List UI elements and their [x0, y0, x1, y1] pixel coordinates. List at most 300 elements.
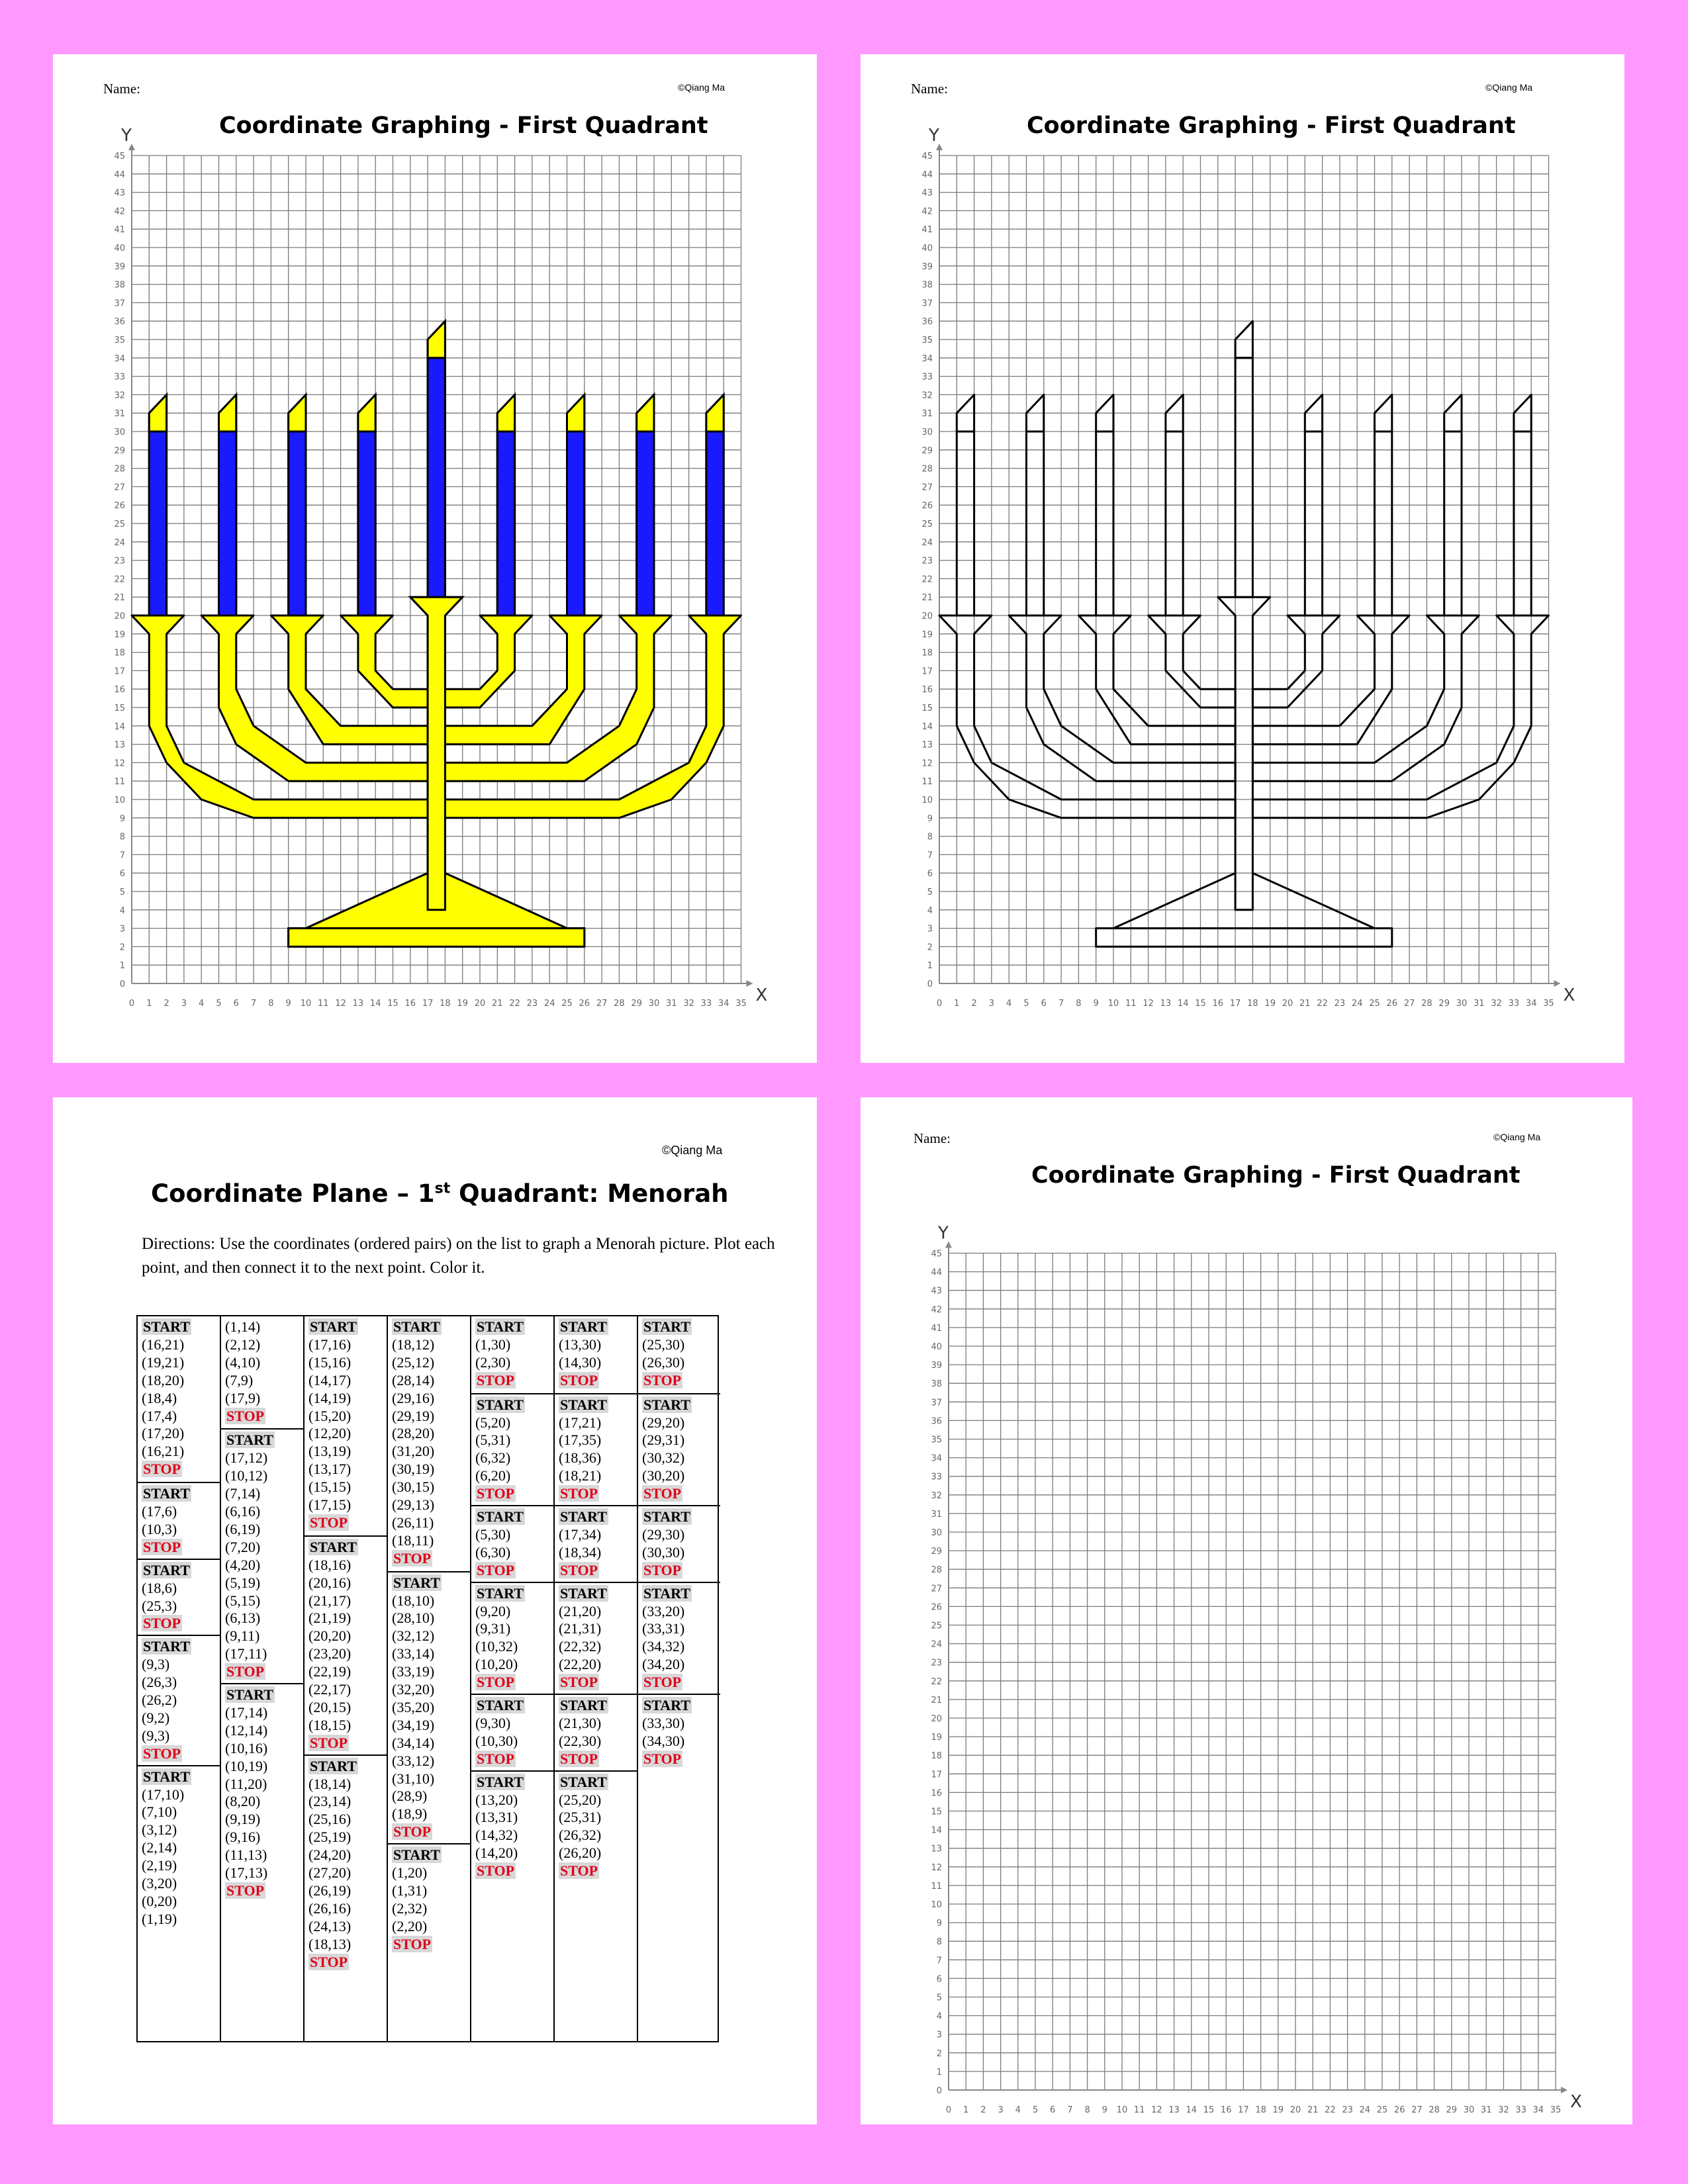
x-tick-label: 29	[631, 999, 642, 1009]
ordered-pair: (10,30)	[475, 1732, 518, 1749]
coordinate-block	[221, 1683, 303, 1900]
ordered-pair: (21,19)	[308, 1610, 352, 1627]
ordered-pair: (25,12)	[392, 1353, 435, 1371]
coordinate-column	[221, 1316, 305, 2041]
flame	[567, 394, 585, 432]
ordered-pair: (6,13)	[225, 1610, 261, 1627]
y-tick-label: 17	[114, 666, 125, 677]
y-tick-label: 0	[936, 2086, 942, 2096]
ordered-pair: (33,31)	[642, 1620, 685, 1637]
x-tick-label: 16	[1212, 999, 1224, 1009]
y-tick-label: 10	[921, 796, 933, 805]
x-tick-label: 31	[666, 999, 677, 1009]
candle	[149, 432, 166, 615]
start-marker: START	[226, 1686, 273, 1703]
y-tick-label: 23	[931, 1658, 942, 1668]
y-tick-label: 1	[927, 961, 933, 972]
y-axis-label: Y	[938, 1223, 949, 1244]
start-marker: START	[643, 1697, 690, 1713]
menorah-shape	[445, 615, 532, 707]
ordered-pair: (33,30)	[642, 1714, 685, 1731]
stop-marker: STOP	[560, 1674, 598, 1691]
ordered-pair: (18,34)	[559, 1543, 602, 1561]
y-tick-label: 26	[921, 501, 933, 512]
x-tick-label: 10	[300, 999, 312, 1009]
ordered-pair: (9,16)	[225, 1829, 261, 1846]
ordered-pair: (10,32)	[475, 1638, 518, 1655]
y-tick-label: 11	[114, 777, 125, 788]
ordered-pair: (18,6)	[142, 1579, 177, 1596]
copyright: ©Qiang Ma	[1493, 1132, 1541, 1142]
y-tick-label: 32	[114, 390, 125, 401]
x-tick-label: 35	[1543, 999, 1554, 1009]
ordered-pair: (1,31)	[392, 1882, 428, 1899]
ordered-pair: (34,32)	[642, 1638, 685, 1655]
ordered-pair: (9,3)	[142, 1727, 170, 1744]
y-axis-label: Y	[121, 126, 132, 146]
ordered-pair: (29,16)	[392, 1389, 435, 1406]
y-tick-label: 7	[927, 850, 933, 861]
ordered-pair: (9,3)	[142, 1656, 170, 1673]
x-tick-label: 14	[1186, 2105, 1197, 2115]
ordered-pair: (18,16)	[308, 1556, 352, 1573]
start-marker: START	[477, 1508, 524, 1525]
ordered-pair: (7,14)	[225, 1485, 261, 1502]
coordinate-graph	[53, 54, 817, 1063]
ordered-pair: (2,12)	[225, 1336, 261, 1353]
ordered-pair: (18,11)	[392, 1531, 434, 1549]
ordered-pair: (13,19)	[308, 1443, 352, 1460]
y-tick-label: 4	[119, 905, 125, 916]
x-tick-label: 30	[1456, 999, 1468, 1009]
y-tick-label: 33	[931, 1472, 942, 1482]
x-tick-label: 30	[648, 999, 660, 1009]
y-tick-label: 41	[921, 225, 933, 236]
ordered-pair: (20,15)	[308, 1698, 352, 1715]
y-tick-label: 27	[114, 482, 125, 493]
stop-marker: STOP	[310, 1734, 348, 1751]
y-tick-label: 36	[921, 317, 933, 328]
coordinate-block	[138, 1635, 220, 1762]
flame	[149, 394, 166, 432]
ordered-pair: (33,12)	[392, 1752, 435, 1769]
start-marker: START	[226, 1432, 273, 1449]
x-tick-label: 6	[1041, 999, 1047, 1009]
x-tick-label: 32	[1491, 999, 1502, 1009]
stop-marker: STOP	[477, 1862, 515, 1880]
x-tick-label: 34	[1532, 2105, 1544, 2115]
ordered-pair: (33,14)	[392, 1645, 435, 1662]
y-tick-label: 5	[936, 1993, 942, 2003]
ordered-pair: (5,20)	[475, 1414, 511, 1431]
y-tick-label: 6	[927, 869, 933, 880]
start-marker: START	[477, 1318, 524, 1335]
y-tick-label: 45	[921, 152, 933, 161]
x-tick-label: 1	[146, 999, 152, 1009]
coordinate-graph	[861, 1097, 1632, 2124]
ordered-pair: (31,10)	[392, 1770, 435, 1787]
x-tick-label: 15	[1203, 2105, 1215, 2115]
y-tick-label: 15	[114, 704, 125, 713]
x-tick-label: 9	[1093, 999, 1099, 1009]
start-marker: START	[393, 1846, 440, 1864]
ordered-pair: (2,20)	[392, 1917, 428, 1934]
start-marker: START	[143, 1561, 190, 1578]
y-tick-label: 13	[921, 740, 933, 751]
start-marker: START	[560, 1396, 607, 1413]
y-tick-label: 43	[921, 188, 933, 199]
name-label: Name:	[911, 81, 948, 97]
name-label: Name:	[103, 81, 140, 97]
ordered-pair: (22,30)	[559, 1732, 602, 1749]
x-tick-label: 5	[1023, 999, 1029, 1009]
y-tick-label: 30	[931, 1528, 942, 1538]
y-tick-label: 34	[114, 353, 125, 364]
page-title: Coordinate Graphing - First Quadrant	[1027, 113, 1516, 139]
start-marker: START	[643, 1318, 690, 1335]
coordinate-block	[138, 1482, 220, 1557]
start-marker: START	[477, 1396, 524, 1413]
x-tick-label: 11	[1125, 999, 1137, 1009]
y-tick-label: 12	[921, 758, 933, 769]
x-tick-label: 28	[1429, 2105, 1440, 2115]
y-tick-label: 41	[931, 1323, 942, 1334]
stop-marker: STOP	[560, 1561, 598, 1578]
x-tick-label: 22	[1317, 999, 1328, 1009]
x-tick-label: 12	[1151, 2105, 1162, 2115]
y-tick-label: 31	[931, 1509, 942, 1520]
y-tick-label: 28	[114, 464, 125, 475]
stop-marker: STOP	[560, 1750, 598, 1767]
directions: Directions: Use the coordinates (ordered pairs) on the list to graph a Menorah picture. Plot each point, and then connect it to the next point. Color it.	[142, 1235, 775, 1277]
x-tick-label: 17	[1229, 999, 1241, 1009]
ordered-pair: (15,16)	[308, 1353, 352, 1371]
coordinate-block	[555, 1316, 637, 1390]
stop-marker: STOP	[643, 1371, 682, 1388]
y-tick-label: 31	[921, 409, 933, 420]
x-tick-label: 13	[1168, 2105, 1180, 2115]
y-tick-label: 24	[921, 537, 933, 548]
stop-marker: STOP	[143, 1461, 181, 1478]
stop-marker: STOP	[643, 1750, 682, 1767]
stop-marker: STOP	[560, 1485, 598, 1502]
menorah-shape	[1252, 615, 1340, 707]
x-tick-label: 20	[1282, 999, 1293, 1009]
coordinate-block	[138, 1559, 220, 1633]
ordered-pair: (12,20)	[308, 1425, 352, 1442]
ordered-pair: (28,14)	[392, 1371, 435, 1388]
ordered-pair: (22,32)	[559, 1638, 602, 1655]
y-tick-label: 37	[931, 1398, 942, 1408]
ordered-pair: (29,31)	[642, 1432, 685, 1449]
x-axis-label: X	[1563, 985, 1575, 1005]
x-tick-label: 33	[700, 999, 712, 1009]
y-tick-label: 16	[114, 685, 125, 696]
flame	[637, 394, 654, 432]
y-tick-label: 21	[114, 593, 125, 604]
x-tick-label: 23	[1342, 2105, 1353, 2115]
ordered-pair: (1,20)	[392, 1864, 428, 1881]
ordered-pair: (1,30)	[475, 1336, 511, 1353]
y-tick-label: 34	[931, 1453, 942, 1464]
ordered-pair: (12,14)	[225, 1721, 268, 1739]
menorah-shape	[1252, 873, 1374, 928]
coordinate-block	[471, 1505, 553, 1580]
x-tick-label: 34	[718, 999, 729, 1009]
coordinate-block	[555, 1393, 637, 1503]
coordinate-block	[305, 1535, 387, 1752]
x-axis-label: X	[1570, 2092, 1582, 2112]
ordered-pair: (17,13)	[225, 1864, 268, 1882]
x-tick-label: 31	[1480, 2105, 1492, 2115]
y-tick-label: 42	[114, 206, 125, 217]
ordered-pair: (5,15)	[225, 1592, 261, 1609]
ordered-pair: (30,20)	[642, 1467, 685, 1484]
y-tick-label: 45	[114, 152, 125, 161]
start-marker: START	[310, 1757, 357, 1774]
stop-marker: STOP	[226, 1407, 265, 1424]
y-tick-label: 6	[119, 869, 125, 880]
x-tick-label: 14	[369, 999, 381, 1009]
x-tick-label: 33	[1515, 2105, 1526, 2115]
ordered-pair: (14,19)	[308, 1389, 352, 1406]
ordered-pair: (23,20)	[308, 1645, 352, 1662]
ordered-pair: (13,30)	[559, 1336, 602, 1353]
x-tick-label: 33	[1508, 999, 1520, 1009]
menorah-shape	[1078, 615, 1235, 745]
ordered-pair: (14,32)	[475, 1827, 518, 1844]
ordered-pair: (2,30)	[475, 1353, 511, 1371]
start-marker: START	[310, 1538, 357, 1555]
ordered-pair: (34,20)	[642, 1656, 685, 1673]
x-tick-label: 6	[233, 999, 239, 1009]
worksheet-colored	[53, 54, 817, 1063]
page-title: Coordinate Graphing - First Quadrant	[1031, 1162, 1521, 1189]
coordinate-block	[638, 1582, 720, 1692]
stop-marker: STOP	[143, 1538, 181, 1555]
y-tick-label: 0	[119, 979, 125, 989]
x-tick-label: 18	[1247, 999, 1258, 1009]
x-tick-label: 0	[128, 999, 135, 1009]
ordered-pair: (25,16)	[308, 1811, 352, 1828]
x-tick-label: 13	[352, 999, 364, 1009]
y-tick-label: 29	[114, 445, 125, 456]
menorah-shape	[1149, 615, 1236, 707]
ordered-pair: (30,15)	[392, 1479, 435, 1496]
y-tick-label: 29	[921, 445, 933, 456]
stop-marker: STOP	[143, 1615, 181, 1632]
start-marker: START	[560, 1318, 607, 1335]
ordered-pair: (28,10)	[392, 1610, 435, 1627]
ordered-pair: (22,19)	[308, 1663, 352, 1680]
ordered-pair: (17,20)	[142, 1425, 185, 1442]
ordered-pair: (0,20)	[142, 1892, 177, 1909]
coordinate-block	[471, 1582, 553, 1692]
ordered-pair: (35,20)	[392, 1698, 435, 1715]
x-tick-label: 10	[1116, 2105, 1128, 2115]
ordered-pair: (1,14)	[225, 1318, 261, 1335]
start-marker: START	[143, 1768, 190, 1785]
ordered-pair: (29,20)	[642, 1414, 685, 1431]
x-tick-label: 35	[1550, 2105, 1562, 2115]
ordered-pair: (31,20)	[392, 1443, 435, 1460]
y-tick-label: 41	[114, 225, 125, 236]
y-tick-label: 24	[114, 537, 125, 548]
coordinate-block	[388, 1571, 470, 1842]
ordered-pair: (6,16)	[225, 1503, 261, 1520]
ordered-pair: (17,21)	[559, 1414, 602, 1431]
ordered-pair: (32,20)	[392, 1681, 435, 1698]
y-tick-label: 45	[931, 1249, 942, 1259]
candle	[289, 432, 306, 615]
y-tick-label: 4	[936, 2011, 942, 2022]
x-tick-label: 24	[1359, 2105, 1371, 2115]
x-tick-label: 2	[971, 999, 977, 1009]
start-marker: START	[393, 1318, 440, 1335]
start-marker: START	[560, 1697, 607, 1713]
y-tick-label: 3	[936, 2030, 942, 2040]
ordered-pair: (18,10)	[392, 1592, 435, 1609]
ordered-pair: (10,16)	[225, 1739, 268, 1756]
ordered-pair: (9,19)	[225, 1811, 261, 1828]
ordered-pair: (18,20)	[142, 1371, 185, 1388]
y-tick-label: 15	[931, 1807, 942, 1817]
ordered-pair: (26,3)	[142, 1674, 177, 1691]
y-tick-label: 26	[114, 501, 125, 512]
x-tick-label: 31	[1474, 999, 1485, 1009]
y-tick-label: 19	[114, 629, 125, 640]
coordinate-block	[221, 1428, 303, 1681]
ordered-pair: (5,30)	[475, 1525, 511, 1543]
ordered-pair: (18,15)	[308, 1716, 352, 1733]
coordinate-block	[471, 1316, 553, 1390]
y-tick-label: 18	[921, 648, 933, 659]
y-tick-label: 36	[931, 1416, 942, 1427]
worksheet-blank	[861, 1097, 1632, 2124]
ordered-pair: (14,17)	[308, 1371, 352, 1388]
ordered-pair: (26,20)	[559, 1844, 602, 1862]
coordinate-block	[138, 1316, 220, 1479]
x-tick-label: 0	[936, 999, 943, 1009]
stem	[410, 597, 463, 910]
start-marker: START	[477, 1697, 524, 1713]
ordered-pair: (10,12)	[225, 1467, 268, 1484]
x-tick-label: 35	[735, 999, 747, 1009]
stop-marker: STOP	[143, 1745, 181, 1762]
ordered-pair: (7,9)	[225, 1371, 254, 1388]
x-tick-label: 15	[387, 999, 399, 1009]
ordered-pair: (30,30)	[642, 1543, 685, 1561]
y-tick-label: 43	[114, 188, 125, 199]
y-tick-label: 35	[921, 336, 933, 345]
ordered-pair: (5,31)	[475, 1432, 511, 1449]
y-tick-label: 39	[114, 261, 125, 272]
ordered-pair: (9,31)	[475, 1620, 511, 1637]
ordered-pair: (29,13)	[392, 1496, 435, 1514]
y-tick-label: 14	[931, 1825, 942, 1836]
x-tick-label: 4	[1006, 999, 1012, 1009]
x-tick-label: 16	[1220, 2105, 1232, 2115]
y-tick-label: 30	[921, 428, 933, 437]
y-tick-label: 25	[931, 1621, 942, 1631]
stop-marker: STOP	[643, 1674, 682, 1691]
flame	[289, 394, 306, 432]
x-tick-label: 7	[250, 999, 257, 1009]
page-title: Coordinate Plane – 1st Quadrant: Menorah	[151, 1179, 729, 1208]
ordered-pair: (13,17)	[308, 1461, 352, 1478]
y-tick-label: 20	[931, 1714, 942, 1724]
menorah-shape	[939, 615, 1235, 818]
candle	[567, 432, 585, 615]
ordered-pair: (24,13)	[308, 1917, 352, 1934]
x-tick-label: 8	[268, 999, 274, 1009]
ordered-pair: (20,16)	[308, 1574, 352, 1591]
ordered-pair: (10,19)	[225, 1757, 268, 1774]
ordered-pair: (17,16)	[308, 1336, 352, 1353]
x-tick-label: 27	[1411, 2105, 1423, 2115]
coordinate-column	[388, 1316, 471, 2041]
ordered-pair: (5,19)	[225, 1574, 261, 1591]
x-tick-label: 2	[980, 2105, 986, 2115]
start-marker: START	[477, 1773, 524, 1790]
y-tick-label: 28	[931, 1565, 942, 1576]
candle	[219, 432, 236, 615]
x-tick-label: 11	[1133, 2105, 1145, 2115]
x-tick-label: 24	[543, 999, 555, 1009]
menorah-shape	[445, 615, 741, 818]
ordered-pair: (13,31)	[475, 1809, 518, 1826]
ordered-pair: (6,20)	[475, 1467, 511, 1484]
y-tick-label: 4	[927, 905, 933, 916]
y-tick-label: 18	[114, 648, 125, 659]
x-tick-label: 5	[1032, 2105, 1039, 2115]
x-tick-label: 7	[1067, 2105, 1073, 2115]
coordinate-block	[388, 1843, 470, 1953]
coordinate-block	[638, 1505, 720, 1580]
copyright: ©Qiang Ma	[662, 1144, 723, 1157]
stop-marker: STOP	[643, 1485, 682, 1502]
y-tick-label: 20	[114, 612, 125, 621]
x-tick-label: 17	[422, 999, 434, 1009]
name-label: Name:	[914, 1130, 951, 1146]
y-axis-label: Y	[929, 126, 939, 146]
y-tick-label: 35	[931, 1435, 942, 1445]
x-tick-label: 13	[1160, 999, 1172, 1009]
y-tick-label: 27	[931, 1584, 942, 1594]
x-tick-label: 1	[963, 2105, 969, 2115]
coordinate-block	[555, 1694, 637, 1768]
y-tick-label: 25	[114, 520, 125, 529]
ordered-pair: (6,30)	[475, 1543, 511, 1561]
ordered-pair: (17,9)	[225, 1389, 261, 1406]
start-marker: START	[143, 1638, 190, 1655]
ordered-pair: (34,30)	[642, 1732, 685, 1749]
coordinate-column	[138, 1316, 221, 2041]
start-marker: START	[643, 1396, 690, 1413]
ordered-pair: (9,30)	[475, 1714, 511, 1731]
y-tick-label: 19	[931, 1733, 942, 1743]
menorah-drawing	[132, 321, 741, 946]
y-tick-label: 33	[114, 372, 125, 383]
ordered-pair: (7,20)	[225, 1538, 261, 1555]
stop-marker: STOP	[560, 1371, 598, 1388]
y-tick-label: 21	[921, 593, 933, 604]
ordered-pair: (13,20)	[475, 1791, 518, 1808]
y-tick-label: 18	[931, 1751, 942, 1762]
y-tick-label: 16	[921, 685, 933, 696]
y-tick-label: 39	[921, 261, 933, 272]
y-tick-label: 44	[921, 169, 933, 180]
